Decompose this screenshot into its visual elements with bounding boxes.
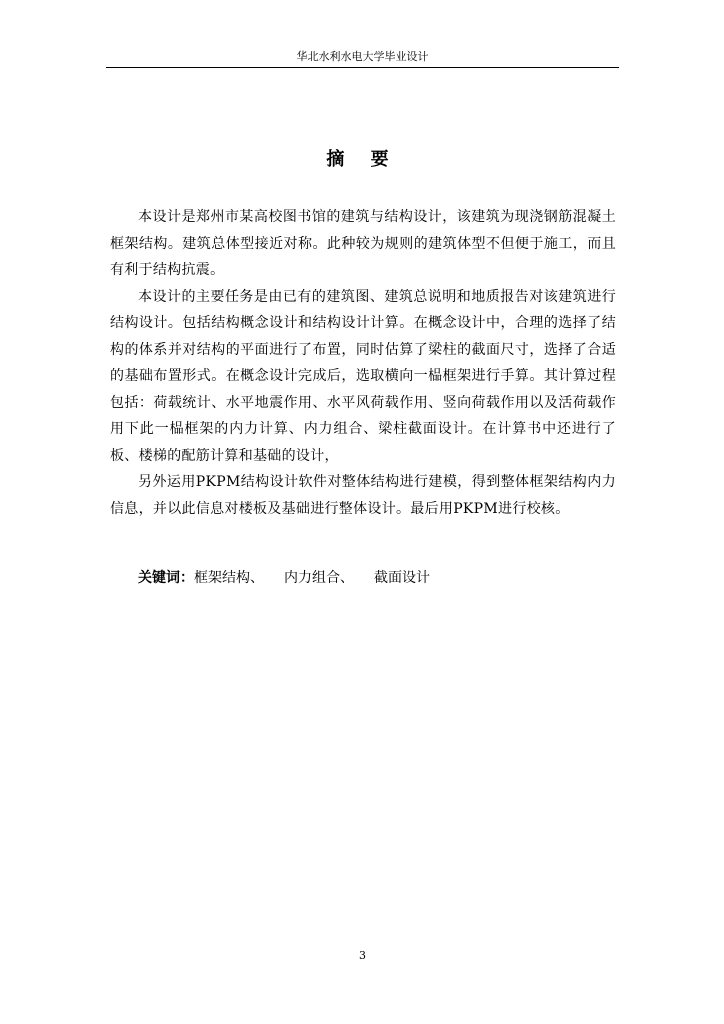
keyword-1: 框架结构、: [194, 570, 264, 586]
keywords-label: 关键词：: [138, 570, 194, 586]
header-rule: [106, 67, 619, 68]
abstract-paragraph-2: 本设计的主要任务是由已有的建筑图、建筑总说明和地质报告对该建筑进行结构设计。包括结构概念设计和结构设计计算。在概念设计中，合理的选择了结构的体系并对结构的平面进行了布置，同时估算了梁柱的截面尺寸，选择了合适的基础布置形式。在概念设计完成后，选取横向一榀框架进行手算。其计算过程包括：荷载统计、水平地震作用、水平风荷载作用、竖向荷载作用以及活荷载作用下此一榀框架的内力计算、内力组合、梁柱截面设计。在计算书中还进行了板、楼梯的配筋计算和基础的设计，: [110, 288, 616, 464]
keyword-2: 内力组合、: [284, 570, 354, 586]
abstract-paragraph-3: 另外运用PKPM结构设计软件对整体结构进行建模，得到整体框架结构内力信息，并以此信息对楼板及基础进行整体设计。最后用PKPM进行校核。: [110, 474, 616, 517]
abstract-paragraph-1: 本设计是郑州市某高校图书馆的建筑与结构设计，该建筑为现浇钢筋混凝土框架结构。建筑总体型接近对称。此种较为规则的建筑体型不但便于施工，而且有利于结构抗震。: [110, 209, 616, 278]
abstract-body: [110, 204, 616, 522]
keyword-3: 截面设计: [374, 570, 430, 586]
page-number: 3: [359, 949, 366, 962]
abstract-title: 摘 要: [326, 149, 399, 170]
page-header: 华北水利水电大学毕业设计: [296, 50, 429, 63]
keywords-line: [138, 567, 434, 589]
